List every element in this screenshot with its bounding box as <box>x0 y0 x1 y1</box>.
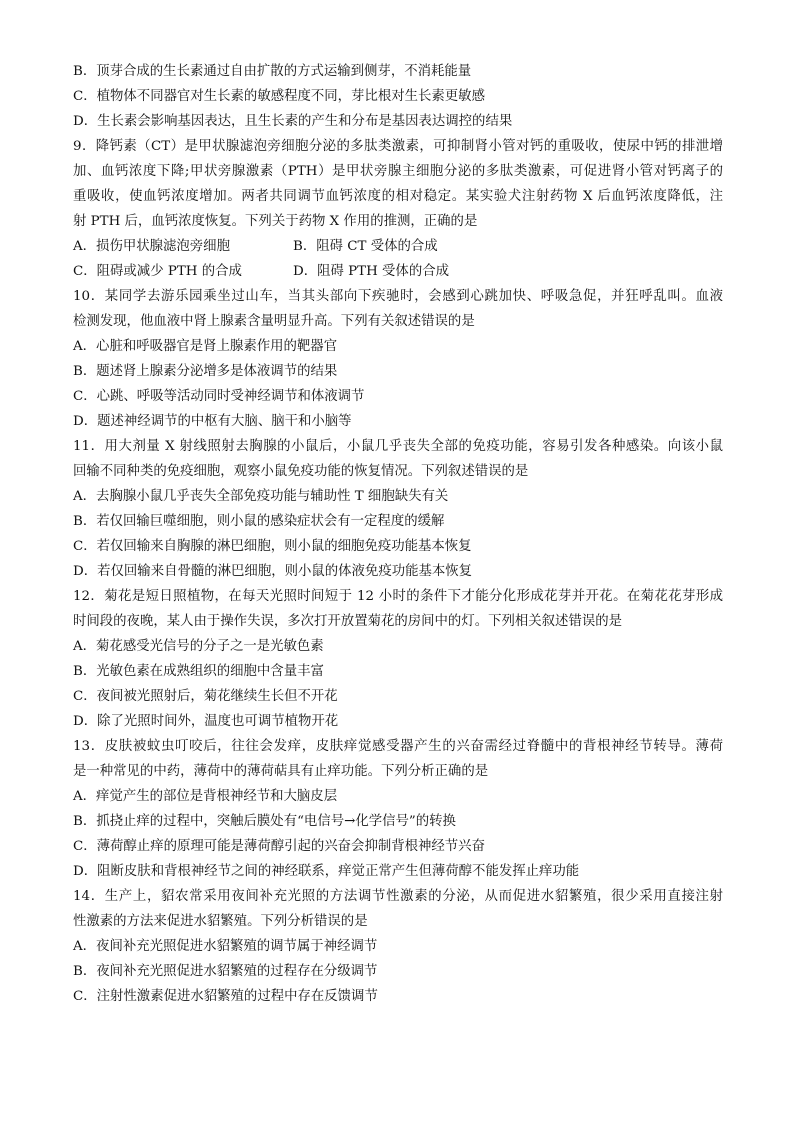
q10-stem-line-2: 检测发现，他血液中肾上腺素含量明显升高。下列有关叙述错误的是 <box>73 314 475 329</box>
q14-stem-line-2: 性激素的方法来促进水貂繁殖。下列分析错误的是 <box>73 914 368 929</box>
q13-option-d: D．阻断皮肤和背根神经节之间的神经联系，痒觉正常产生但薄荷醇不能发挥止痒功能 <box>73 864 580 879</box>
q12-option-a: A．菊花感受光信号的分子之一是光敏色素 <box>73 639 324 654</box>
q10-option-d: D．题述神经调节的中枢有大脑、脑干和小脑等 <box>73 414 352 429</box>
q10-option-b: B．题述肾上腺素分泌增多是体液调节的结果 <box>73 364 338 379</box>
q12-option-c: C．夜间被光照射后，菊花继续生长但不开花 <box>73 689 338 704</box>
q13-option-c: C．薄荷醇止痒的原理可能是薄荷醇引起的兴奋会抑制背根神经节兴奋 <box>73 839 485 854</box>
q14-option-c: C．注射性激素促进水貂繁殖的过程中存在反馈调节 <box>73 989 378 1004</box>
q9-stem-line-1: 9．降钙素（CT）是甲状腺滤泡旁细胞分泌的多肽类激素，可抑制肾小管对钙的重吸收，使尿中钙的排泄增 <box>73 139 723 154</box>
q9-option-c: C．阻碍或减少 PTH 的合成 <box>73 264 242 279</box>
q14-option-b: B．夜间补充光照促进水貂繁殖的过程存在分级调节 <box>73 964 378 979</box>
q12-stem-line-2: 时间段的夜晚，某人由于操作失误，多次打开放置菊花的房间中的灯。下列相关叙述错误的是 <box>73 614 623 629</box>
q12-option-b: B．光敏色素在成熟组织的细胞中含量丰富 <box>73 664 324 679</box>
q9-stem-line-3: 重吸收，使血钙浓度增加。两者共同调节血钙浓度的相对稳定。某实验犬注射药物 X 后血钙浓度降低，注 <box>73 189 723 204</box>
q12-option-d: D．除了光照时间外，温度也可调节植物开花 <box>73 714 339 729</box>
q9-stem-line-2: 加、血钙浓度下降;甲状旁腺激素（PTH）是甲状旁腺主细胞分泌的多肽类激素，可促进肾小管对钙离子的 <box>73 164 723 179</box>
q14-option-a: A．夜间补充光照促进水貂繁殖的调节属于神经调节 <box>73 939 378 954</box>
q8-option-d: D．生长素会影响基因表达，且生长素的产生和分布是基因表达调控的结果 <box>73 114 513 129</box>
q11-option-b: B．若仅回输巨噬细胞，则小鼠的感染症状会有一定程度的缓解 <box>73 514 445 529</box>
q9-option-b: B．阻碍 CT 受体的合成 <box>293 239 438 254</box>
q11-option-d: D．若仅回输来自骨髓的淋巴细胞，则小鼠的体液免疫功能基本恢复 <box>73 564 473 579</box>
q11-stem-line-2: 回输不同种类的免疫细胞，观察小鼠免疫功能的恢复情况。下列叙述错误的是 <box>73 464 529 479</box>
q14-stem-line-1: 14．生产上，貂农常采用夜间补充光照的方法调节性激素的分泌，从而促进水貂繁殖，很少采用直接注射 <box>73 889 723 904</box>
q13-stem-line-1: 13．皮肤被蚊虫叮咬后，往往会发痒，皮肤痒觉感受器产生的兴奋需经过脊髓中的背根神经节转导。薄荷 <box>73 739 723 754</box>
q9-option-d: D．阻碍 PTH 受体的合成 <box>293 264 449 279</box>
q8-option-b: B．顶芽合成的生长素通过自由扩散的方式运输到侧芽，不消耗能量 <box>73 64 472 79</box>
q13-stem-line-2: 是一种常见的中药，薄荷中的薄荷萜具有止痒功能。下列分析正确的是 <box>73 764 489 779</box>
q13-option-a: A．痒觉产生的部位是背根神经节和大脑皮层 <box>73 789 338 804</box>
q10-option-c: C．心跳、呼吸等活动同时受神经调节和体液调节 <box>73 389 365 404</box>
q11-option-a: A．去胸腺小鼠几乎丧失全部免疫功能与辅助性 T 细胞缺失有关 <box>73 489 449 504</box>
q11-option-c: C．若仅回输来自胸腺的淋巴细胞，则小鼠的细胞免疫功能基本恢复 <box>73 539 472 554</box>
q12-stem-line-1: 12．菊花是短日照植物，在每天光照时间短于 12 小时的条件下才能分化形成花芽并开花。在菊花花芽形成 <box>73 589 723 604</box>
q8-option-c: C．植物体不同器官对生长素的敏感程度不同，芽比根对生长素更敏感 <box>73 89 485 104</box>
q13-option-b: B．抓挠止痒的过程中，突触后膜处有“电信号→化学信号”的转换 <box>73 814 456 829</box>
q9-stem-line-4: 射 PTH 后，血钙浓度恢复。下列关于药物 X 作用的推测，正确的是 <box>73 214 478 229</box>
q9-option-a: A．损伤甲状腺滤泡旁细胞 <box>73 239 230 254</box>
q10-option-a: A．心脏和呼吸器官是肾上腺素作用的靶器官 <box>73 339 338 354</box>
q11-stem-line-1: 11．用大剂量 X 射线照射去胸腺的小鼠后，小鼠几乎丧失全部的免疫功能，容易引发各种感染。向该小鼠 <box>73 439 723 454</box>
q10-stem-line-1: 10．某同学去游乐园乘坐过山车，当其头部向下疾驰时，会感到心跳加快、呼吸急促，并狂呼乱叫。血液 <box>73 289 723 304</box>
